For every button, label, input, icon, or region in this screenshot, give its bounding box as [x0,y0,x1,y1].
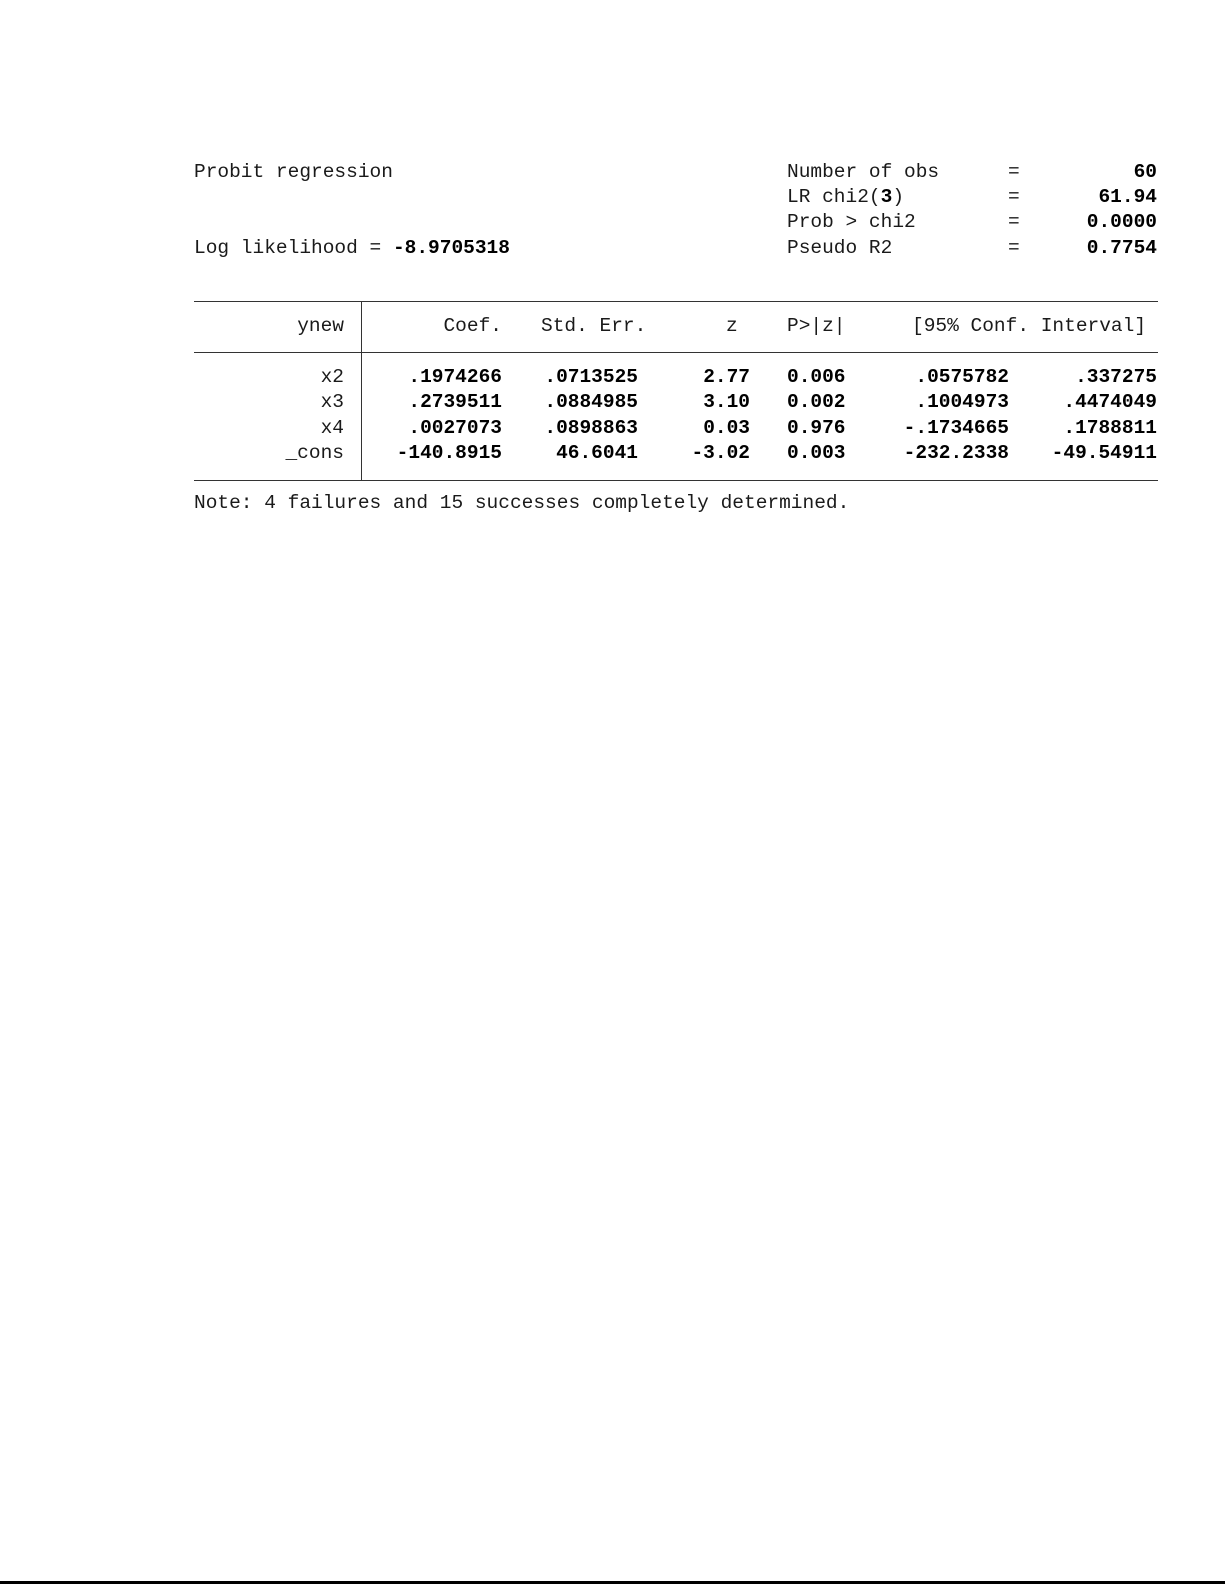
table-row-p: 0.976 [787,417,846,439]
table-row-var: x2 [320,366,344,388]
model-title: Probit regression [194,161,393,183]
table-row-ci-high: .337275 [1075,366,1157,388]
table-row-se: .0713525 [544,366,638,388]
column-header-p: P>|z| [787,315,846,337]
stat-label-prob-chi2: Prob > chi2 [787,211,916,233]
table-row-coef: .0027073 [408,417,502,439]
table-row-coef: .2739511 [408,391,502,413]
log-likelihood [194,236,510,260]
table-row-p: 0.003 [787,442,846,464]
table-row-se: 46.6041 [556,442,638,464]
table-row-var: x3 [320,391,344,413]
table-bottom-rule [194,480,1158,481]
table-header-rule [194,352,1158,353]
table-column-divider [361,301,362,481]
table-row-se: .0884985 [544,391,638,413]
table-row-se: .0898863 [544,417,638,439]
stat-lr-df: 3 [880,186,893,208]
column-header-coef: Coef. [443,315,502,337]
table-row-z: 0.03 [703,417,750,439]
table-row-ci-low: -.1734665 [903,417,1009,439]
table-row-ci-low: -232.2338 [903,442,1009,464]
table-row-p: 0.006 [787,366,846,388]
stat-label-lr-chi2: LR chi2(3) [787,186,905,208]
footnote: Note: 4 failures and 15 successes completely determined. [194,492,850,514]
stat-value-pseudo-r2: 0.7754 [1086,237,1157,259]
table-top-rule [194,301,1158,302]
table-row-z: 2.77 [703,366,750,388]
stat-eq: = [1008,211,1020,233]
table-row-coef: -140.8915 [396,442,502,464]
table-row-ci-high: .4474049 [1063,391,1157,413]
stat-value-lr-chi2: 61.94 [1098,186,1157,208]
table-row-ci-low: .0575782 [915,366,1009,388]
table-row-z: -3.02 [691,442,750,464]
stat-eq: = [1008,161,1020,183]
column-header-std-err: Std. Err. [541,315,647,337]
table-row-var: x4 [320,417,344,439]
stat-label-nobs: Number of obs [787,161,940,183]
table-row-p: 0.002 [787,391,846,413]
table-row-coef: .1974266 [408,366,502,388]
table-row-z: 3.10 [703,391,750,413]
dependent-variable: ynew [297,315,344,337]
log-likelihood-label: Log likelihood = [194,237,393,259]
column-header-z: z [726,315,738,337]
log-likelihood-value: -8.9705318 [392,237,510,259]
table-row-ci-high: -49.54911 [1051,442,1157,464]
stat-label-pseudo-r2: Pseudo R2 [787,237,893,259]
table-row-var: _cons [285,442,344,464]
stat-value-prob-chi2: 0.0000 [1086,211,1157,233]
page-bottom-rule [0,1581,1225,1584]
stat-value-nobs: 60 [1133,161,1157,183]
table-row-ci-high: .1788811 [1063,417,1157,439]
stat-eq: = [1008,186,1020,208]
table-row-ci-low: .1004973 [915,391,1009,413]
stat-eq: = [1008,237,1020,259]
column-header-conf-interval: [95% Conf. Interval] [912,315,1147,337]
